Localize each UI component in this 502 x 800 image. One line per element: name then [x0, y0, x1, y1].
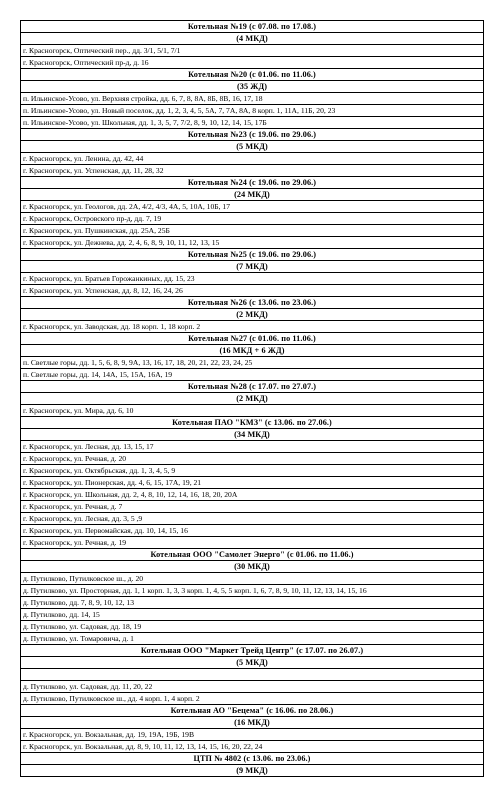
section-title: Котельная №20 (с 01.06. по 11.06.): [20, 69, 484, 81]
address-row: г. Красногорск, ул. Вокзальная, дд. 8, 9, 10, 11, 12, 13, 14, 15, 16, 20, 22, 24: [20, 741, 484, 753]
address-row: п. Ильинское-Усово, ул. Школьная, дд. 1, 3, 5, 7, 7/2, 8, 9, 10, 12, 14, 15, 17Б: [20, 117, 484, 129]
address-row: д. Путилково, ул. Просторная, дд. 1, 1 корп. 1, 3, 3 корп. 1, 4, 5, 5 корп. 1, 6, 7, 8, 9, 10, 11, 12, 13, 14, 15, 16: [20, 585, 484, 597]
address-row: д. Путилково, дд. 7, 8, 9, 10, 12, 13: [20, 597, 484, 609]
address-row: д. Путилково, Путилковское ш., д. 20: [20, 573, 484, 585]
address-row: г. Красногорск, ул. Геологов, дд. 2А, 4/2, 4/3, 4А, 5, 10А, 10Б, 17: [20, 201, 484, 213]
address-row: п. Светлые горы, дд. 14, 14А, 15, 15А, 16А, 19: [20, 369, 484, 381]
section-title: Котельная ООО "Маркет Трейд Центр" (с 17.07. по 26.07.): [20, 645, 484, 657]
address-row: п. Ильинское-Усово, ул. Новый поселок, дд. 1, 2, 3, 4, 5, 5А, 7, 7А, 8А, 8 корп. 1, 11А, 11Б, 20, 23: [20, 105, 484, 117]
address-row: д. Путилково, ул. Томаровича, д. 1: [20, 633, 484, 645]
section-count: (4 МКД): [20, 33, 484, 45]
address-row: г. Красногорск, ул. Успенская, дд. 8, 12, 16, 24, 26: [20, 285, 484, 297]
address-row: г. Красногорск, ул. Пушкинская, дд. 25А, 25Б: [20, 225, 484, 237]
address-row: г. Красногорск, ул. Успенская, дд. 11, 28, 32: [20, 165, 484, 177]
address-row: г. Красногорск, Оптический пер., дд. 3/1, 5/1, 7/1: [20, 45, 484, 57]
section-title: Котельная ООО "Самолет Энерго" (с 01.06. по 11.06.): [20, 549, 484, 561]
heating-outage-table: [20, 20, 484, 777]
address-row: г. Красногорск, ул. Лесная, дд. 13, 15, 17: [20, 441, 484, 453]
section-title: Котельная №19 (с 07.08. по 17.08.): [20, 21, 484, 33]
address-row: г. Красногорск, ул. Братьев Горожанкиных, дд. 15, 23: [20, 273, 484, 285]
section-count: (30 МКД): [20, 561, 484, 573]
section-title: Котельная АО "Бецема" (с 16.06. по 28.06.): [20, 705, 484, 717]
section-title: Котельная №28 (с 17.07. по 27.07.): [20, 381, 484, 393]
address-row: [20, 669, 484, 681]
address-row: г. Красногорск, Оптический пр-д, д. 16: [20, 57, 484, 69]
section-count: (9 МКД): [20, 765, 484, 777]
section-count: (2 МКД): [20, 309, 484, 321]
section-count: (16 МКД): [20, 717, 484, 729]
address-row: г. Красногорск, ул. Дежнева, дд. 2, 4, 6, 8, 9, 10, 11, 12, 13, 15: [20, 237, 484, 249]
address-row: п. Светлые горы, дд. 1, 5, 6, 8, 9, 9А, 13, 16, 17, 18, 20, 21, 22, 23, 24, 25: [20, 357, 484, 369]
section-title: Котельная №27 (с 01.06. по 11.06.): [20, 333, 484, 345]
address-row: д. Путилково, ул. Садовая, дд. 11, 20, 22: [20, 681, 484, 693]
section-count: (7 МКД): [20, 261, 484, 273]
address-row: г. Красногорск, ул. Заводская, дд. 18 корп. 1, 18 корп. 2: [20, 321, 484, 333]
address-row: г. Красногорск, Островского пр-д, дд. 7, 19: [20, 213, 484, 225]
address-row: п. Ильинское-Усово, ул. Верхняя стройка, дд. 6, 7, 8, 8А, 8Б, 8В, 16, 17, 18: [20, 93, 484, 105]
address-row: д. Путилково, Путилковское ш., дд. 4 корп. 1, 4 корп. 2: [20, 693, 484, 705]
section-title: Котельная №24 (с 19.06. по 29.06.): [20, 177, 484, 189]
address-row: г. Красногорск, ул. Вокзальная, дд. 19, 19А, 19Б, 19В: [20, 729, 484, 741]
section-title: Котельная №26 (с 13.06. по 23.06.): [20, 297, 484, 309]
section-count: (5 МКД): [20, 657, 484, 669]
address-row: г. Красногорск, ул. Ленина, дд. 42, 44: [20, 153, 484, 165]
address-row: г. Красногорск, ул. Речная, д. 19: [20, 537, 484, 549]
section-title: Котельная ПАО "КМЗ" (с 13.06. по 27.06.): [20, 417, 484, 429]
address-row: г. Красногорск, ул. Октябрьская, дд. 1, 3, 4, 5, 9: [20, 465, 484, 477]
section-title: ЦТП № 4802 (с 13.06. по 23.06.): [20, 753, 484, 765]
section-count: (16 МКД + 6 ЖД): [20, 345, 484, 357]
address-row: г. Красногорск, ул. Речная, д. 20: [20, 453, 484, 465]
section-count: (5 МКД): [20, 141, 484, 153]
address-row: д. Путилково, дд. 14, 15: [20, 609, 484, 621]
address-row: г. Красногорск, ул. Школьная, дд. 2, 4, 8, 10, 12, 14, 16, 18, 20, 20А: [20, 489, 484, 501]
address-row: г. Красногорск, ул. Речная, д. 7: [20, 501, 484, 513]
section-count: (2 МКД): [20, 393, 484, 405]
address-row: д. Путилково, ул. Садовая, дд. 18, 19: [20, 621, 484, 633]
section-count: (35 ЖД): [20, 81, 484, 93]
address-row: г. Красногорск, ул. Лесная, дд. 3, 5 ,9: [20, 513, 484, 525]
address-row: г. Красногорск, ул. Пионерская, дд. 4, 6, 15, 17А, 19, 21: [20, 477, 484, 489]
section-title: Котельная №23 (с 19.06. по 29.06.): [20, 129, 484, 141]
address-row: г. Красногорск, ул. Первомайская, дд. 10, 14, 15, 16: [20, 525, 484, 537]
section-count: (24 МКД): [20, 189, 484, 201]
section-title: Котельная №25 (с 19.06. по 29.06.): [20, 249, 484, 261]
address-row: г. Красногорск, ул. Мира, дд. 6, 10: [20, 405, 484, 417]
section-count: (34 МКД): [20, 429, 484, 441]
